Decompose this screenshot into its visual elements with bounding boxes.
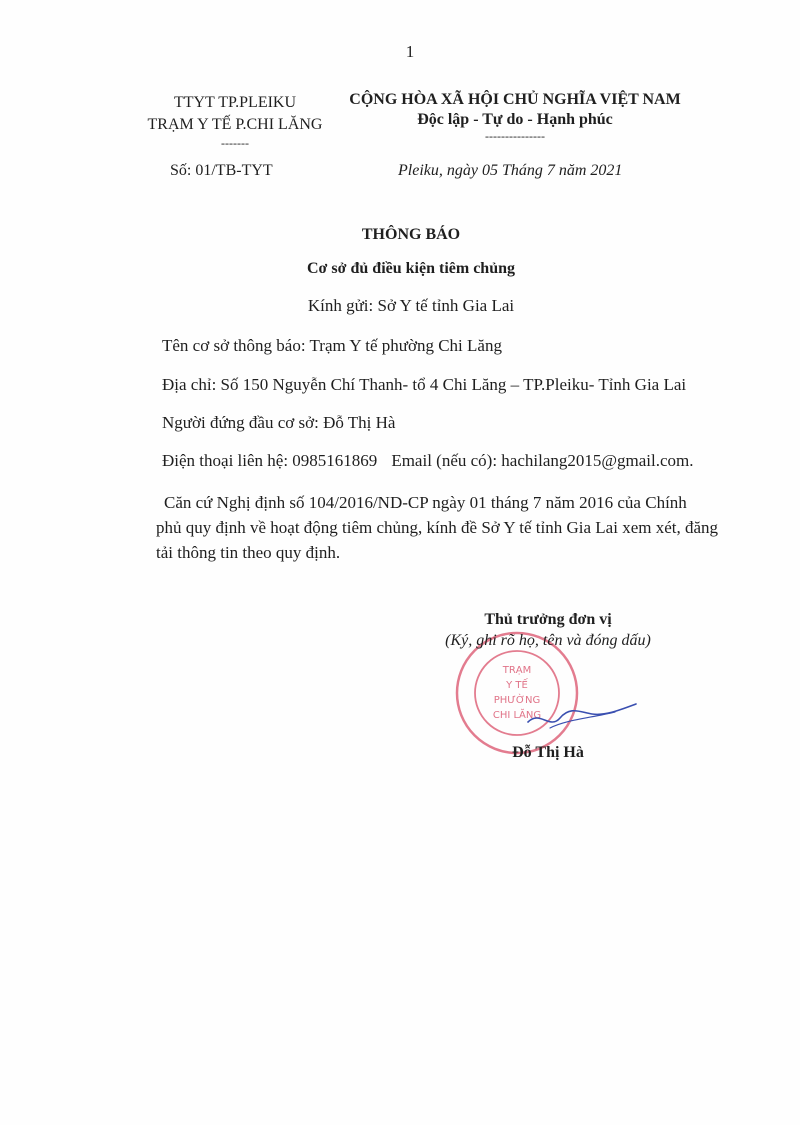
national-header bbox=[330, 90, 700, 142]
org-divider: ------- bbox=[221, 136, 249, 150]
document-title: THÔNG BÁO bbox=[361, 226, 461, 243]
handwritten-signature bbox=[520, 690, 640, 740]
issuing-organization bbox=[110, 92, 360, 150]
national-motto: Độc lập - Tự do - Hạnh phúc bbox=[417, 111, 613, 128]
stamp-line-2: Y TẾ bbox=[506, 680, 528, 691]
org-line-1: TTYT TP.PLEIKU bbox=[173, 94, 297, 111]
body-line-3: tải thông tin theo quy định. bbox=[156, 543, 341, 562]
org-line-2: TRẠM Y TẾ P.CHI LĂNG bbox=[147, 116, 323, 133]
date-line: Pleiku, ngày 05 Tháng 7 năm 2021 bbox=[398, 162, 623, 179]
signature-stroke-tail bbox=[550, 712, 615, 728]
recipient-line: Kính gửi: Sở Y tế tỉnh Gia Lai bbox=[307, 296, 515, 315]
email-field: Email (nếu có): hachilang2015@gmail.com. bbox=[391, 451, 694, 470]
contact-field bbox=[162, 451, 694, 471]
stamp-line-4: CHI LĂNG bbox=[492, 710, 542, 721]
signatory-name: Đỗ Thị Hà bbox=[512, 744, 584, 761]
motto-divider: --------------- bbox=[485, 129, 545, 143]
stamp-line-1: TRẠM bbox=[502, 665, 532, 676]
body-line-1: Căn cứ Nghị định số 104/2016/ND-CP ngày 01 tháng 7 năm 2016 của Chính bbox=[164, 493, 687, 512]
national-title: CỘNG HÒA XÃ HỘI CHỦ NGHĨA VIỆT NAM bbox=[349, 91, 681, 108]
body-line-2: phủ quy định về hoạt động tiêm chủng, kính đề Sở Y tế tỉnh Gia Lai xem xét, đăng bbox=[156, 518, 719, 537]
signature-stroke-main bbox=[528, 704, 636, 722]
address-field: Địa chỉ: Số 150 Nguyễn Chí Thanh- tổ 4 Chi Lăng – TP.Pleiku- Tỉnh Gia Lai bbox=[162, 375, 687, 394]
phone-field: Điện thoại liên hệ: 0985161869 bbox=[162, 451, 378, 470]
facility-name-field: Tên cơ sở thông báo: Trạm Y tế phường Chi Lăng bbox=[162, 336, 502, 355]
signature-instruction: (Ký, ghi rõ họ, tên và đóng dấu) bbox=[445, 632, 651, 649]
page-number: 1 bbox=[405, 42, 415, 61]
document-subtitle: Cơ sở đủ điều kiện tiêm chủng bbox=[307, 260, 515, 277]
body-paragraph bbox=[156, 490, 720, 565]
head-person-field: Người đứng đầu cơ sở: Đỗ Thị Hà bbox=[162, 413, 396, 432]
document-number: Số: 01/TB-TYT bbox=[170, 162, 273, 179]
signature-title: Thủ trưởng đơn vị bbox=[484, 611, 612, 628]
stamp-line-3: PHƯỜNG bbox=[493, 695, 541, 706]
